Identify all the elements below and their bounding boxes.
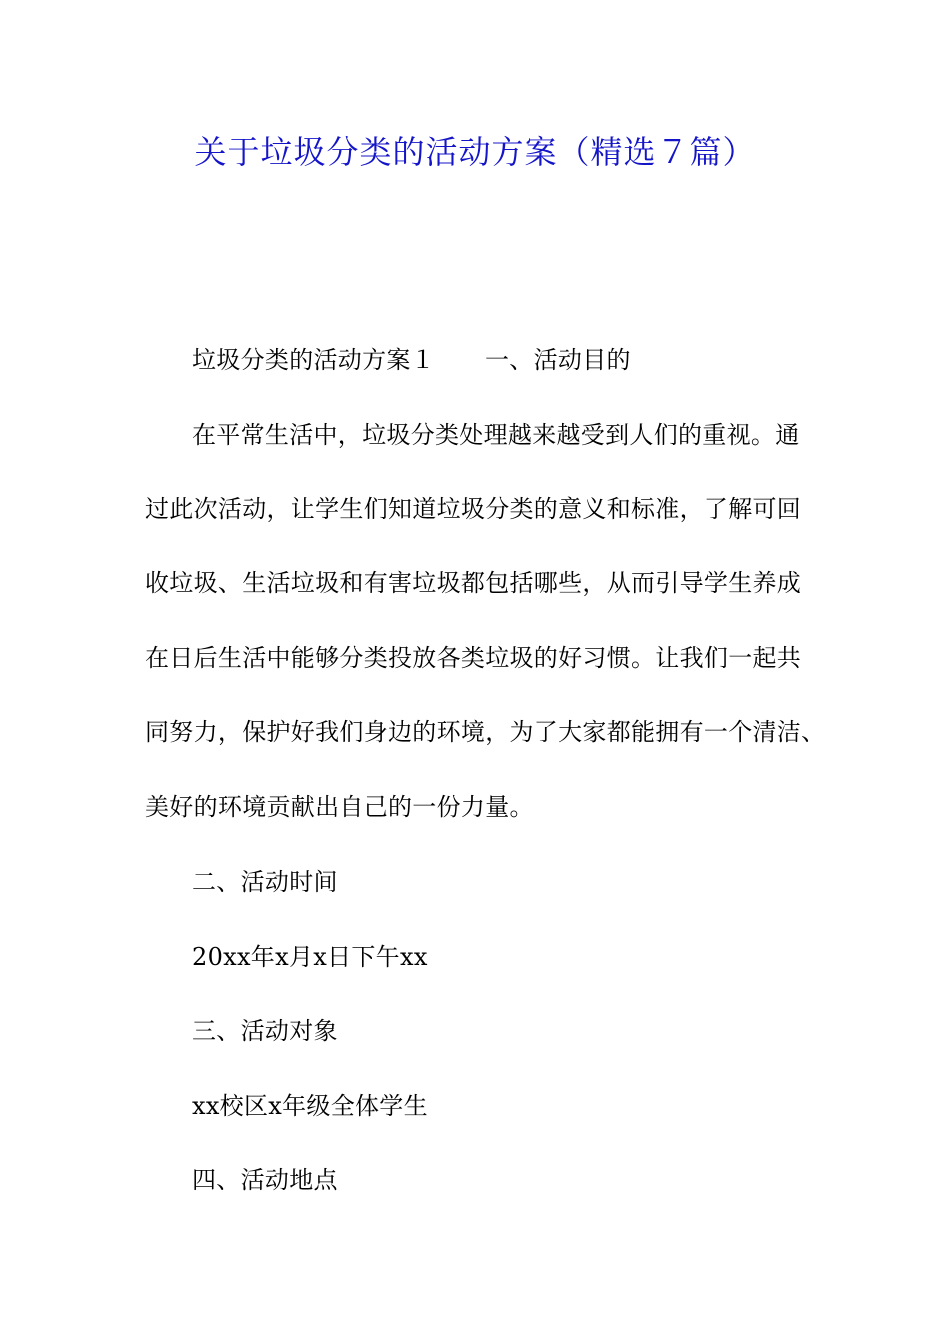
paragraph-line: 同努力，保护好我们身边的环境，为了大家都能拥有一个清洁、 — [145, 718, 826, 746]
plan-heading: 垃圾分类的活动方案１ — [192, 346, 435, 374]
purpose-heading: 一、活动目的 — [485, 346, 631, 374]
target-value: xx校区x年级全体学生 — [192, 1092, 428, 1120]
paragraph-line: 在日后生活中能够分类投放各类垃圾的好习惯。让我们一起共 — [145, 644, 802, 672]
location-heading: 四、活动地点 — [192, 1166, 338, 1194]
paragraph-line: 过此次活动，让学生们知道垃圾分类的意义和标准，了解可回 — [145, 495, 802, 523]
paragraph-line: 收垃圾、生活垃圾和有害垃圾都包括哪些，从而引导学生养成 — [145, 569, 802, 597]
paragraph-line: 美好的环境贡献出自己的一份力量。 — [145, 793, 534, 821]
time-heading: 二、活动时间 — [192, 868, 338, 896]
paragraph-line: 在平常生活中，垃圾分类处理越来越受到人们的重视。通 — [192, 421, 800, 449]
document-title: 关于垃圾分类的活动方案（精选７篇） — [194, 133, 756, 171]
time-value: 20xx年x月x日下午xx — [192, 943, 428, 971]
target-heading: 三、活动对象 — [192, 1017, 338, 1045]
section-heading-line — [192, 342, 631, 378]
